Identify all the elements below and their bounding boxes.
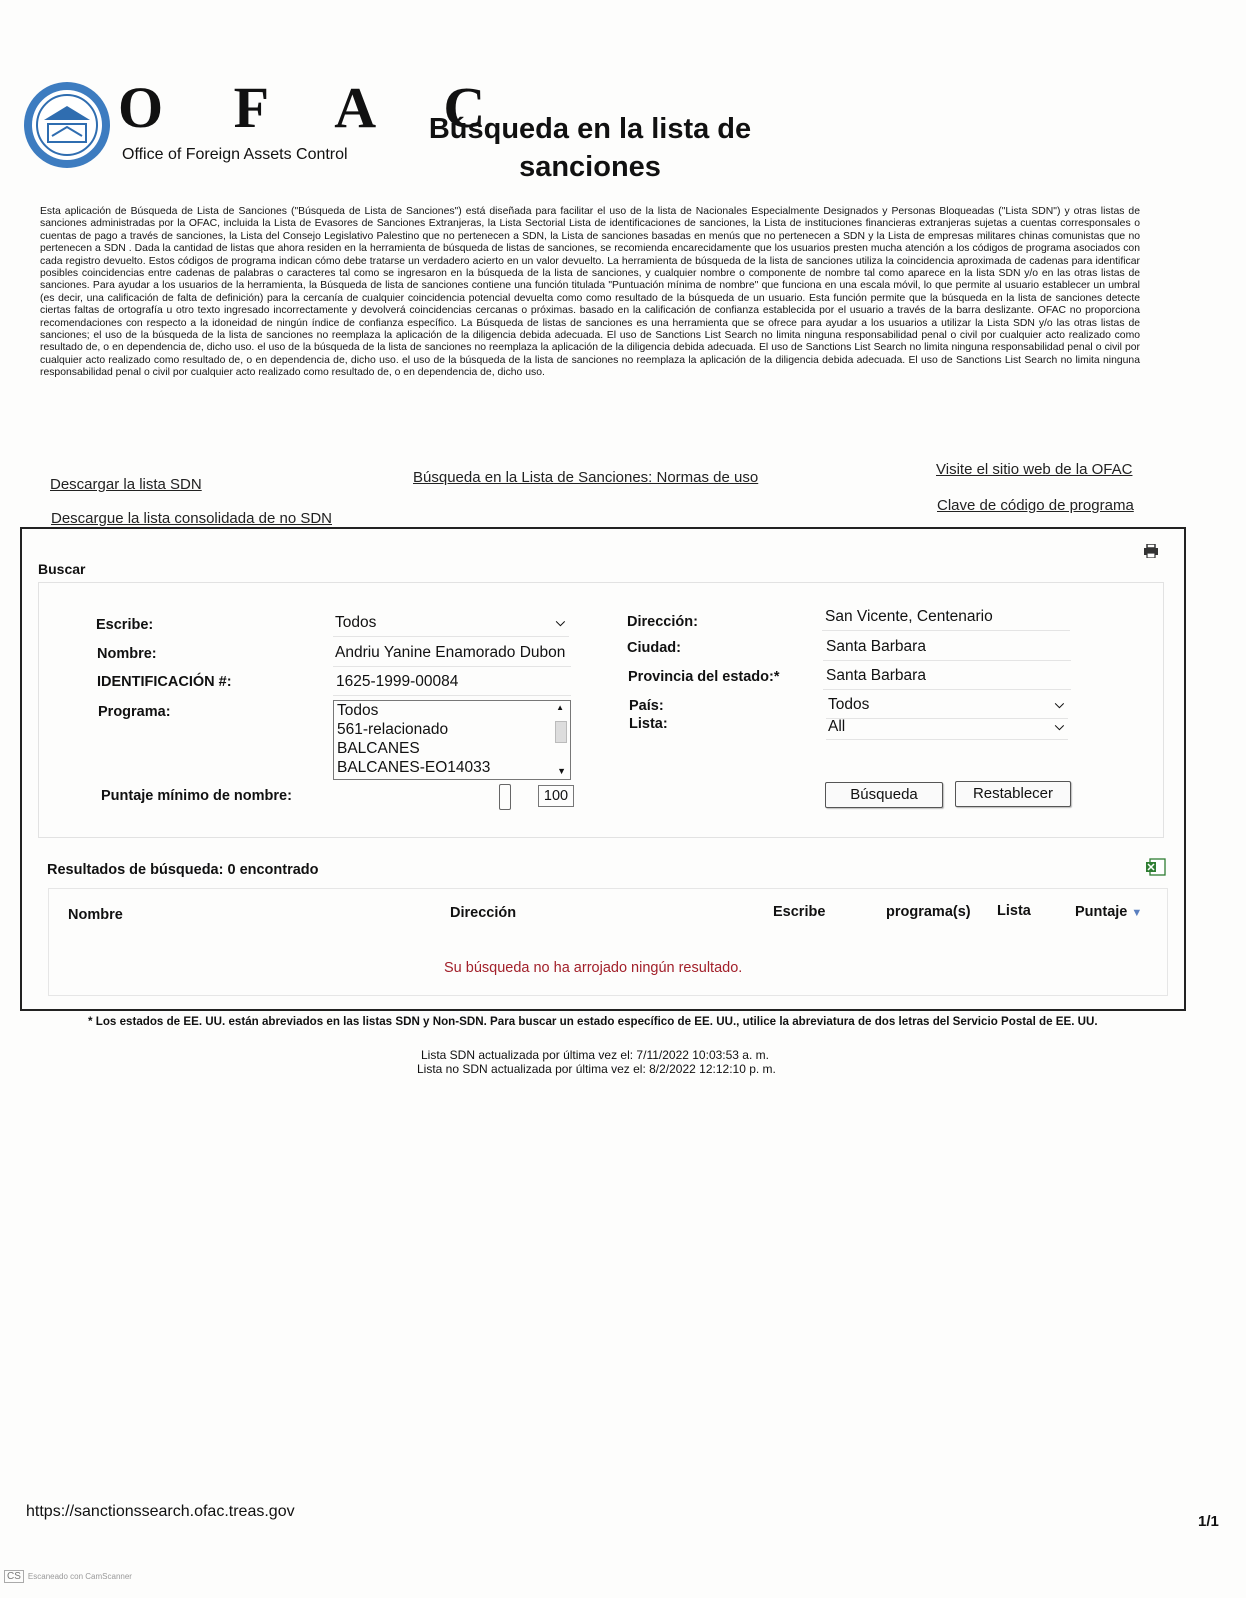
chevron-down-icon: ⌵: [1054, 719, 1064, 733]
terms-of-use-link[interactable]: Búsqueda en la Lista de Sanciones: Normas de uso: [413, 469, 759, 486]
column-header-programs[interactable]: programa(s): [886, 904, 971, 920]
page-number: 1/1: [1198, 1513, 1219, 1530]
excel-export-icon[interactable]: [1146, 858, 1166, 876]
visit-ofac-site-link[interactable]: Visite el sitio web de la OFAC: [936, 461, 1133, 478]
column-header-name[interactable]: Nombre: [68, 907, 123, 923]
page-url: https://sanctionssearch.ofac.treas.gov: [26, 1503, 295, 1520]
column-header-address[interactable]: Dirección: [450, 905, 517, 921]
footnote: * Los estados de EE. UU. están abreviados en las listas SDN y Non-SDN. Para buscar un estado específico de EE. UU., utilice la abreviatura de dos letras del Servicio Postal de EE. UU.: [88, 1015, 1098, 1028]
program-option[interactable]: BALCANES: [337, 740, 420, 757]
state-input[interactable]: [823, 665, 1071, 690]
ofac-logo-subtitle: Office of Foreign Assets Control: [122, 146, 348, 163]
name-input[interactable]: [333, 642, 571, 667]
country-label: País:: [629, 698, 664, 714]
column-header-type[interactable]: Escribe: [773, 904, 826, 920]
type-select-value: Todos: [335, 614, 377, 631]
reset-button[interactable]: Restablecer: [955, 781, 1071, 807]
state-label: Provincia del estado:*: [628, 669, 780, 685]
intro-paragraph: Esta aplicación de Búsqueda de Lista de Sanciones ("Búsqueda de Lista de Sanciones") está diseñada para facilitar el uso de la lista de Nacionales Especialmente Designados y Personas Bloqueadas ("Lista SDN") y otras listas de sanciones administradas por la OFAC, incluida la Lista de Evasores de Sanciones Extranjeras, la Lista Sectorial Lista de identificaciones de sanciones, la Lista de instituciones financieras extranjeras sujetas a cuentas corresponsales o cuentas de pago a través de sanciones, la Lista del Consejo Legislativo Palestino que no pertenecen a SDN, la Lista de sanciones basadas en menús que no pertenecen a SDN y la Lista de empresas militares chinas comunistas que no pertenecen a SDN . Dada la cantidad de listas que ahora residen en la herramienta de búsqueda de listas de sanciones, se recomienda encarecidamente que los usuarios presten mucha atención a los códigos de programa asociados con cada registro devuelto. Estos códigos de programa indican cómo debe tratarse un verdadero acierto en un valor devuelto. La herramienta de búsqueda de la lista de sanciones utiliza la coincidencia aproximada de cadenas para identificar posibles coincidencias entre cadenas de palabras o caracteres tal como se ingresaron en la búsqueda de la lista de sanciones, y cualquier nombre o componente de nombre tal como aparece en la lista SDN y/o en las otras listas de sanciones. Para ayudar a los usuarios de la herramienta, la Búsqueda de lista de sanciones contiene una función titulada "Puntuación mínima de nombre" que funciona en una escala móvil, lo que permite al usuario establecer un umbral (es decir, una calificación de falta de definición) para la cercanía de cualquier coincidencia potencial devuelta como como resultado de la búsqueda de un usuario. Esta función permite que la búsqueda en la lista de sanciones detecte ciertas faltas de ortografía u otro texto ingresado incorrectamente y devolverá coincidencias cercanas o próximas. basado en la calificación de confianza establecida por el usuario a través de la barra deslizante. OFAC no proporciona recomendaciones con respecto a la idoneidad de ningún índice de confianza específico. La Búsqueda de listas de sanciones es una herramienta que se ofrece para ayudar a los usuarios a utilizar la Lista SDN y/o las otras listas de sanciones; el uso de la búsqueda de la lista de sanciones no reemplaza la aplicación de la diligencia debida adecuada. El uso de Sanctions List Search no limita ninguna responsabilidad penal o civil por cualquier acto realizado como resultado de, o en dependencia de, dicho uso. el uso de la búsqueda de la lista de sanciones no reemplaza la aplicación de la diligencia debida adecuada. El uso de Sanctions List Search no limita ninguna responsabilidad penal o civil por cualquier acto realizado como resultado de, o en dependencia de, dicho uso. el uso de la búsqueda de la lista de sanciones no reemplaza la aplicación de la diligencia debida adecuada. El uso de Sanctions List Search no limita ninguna responsabilidad penal o civil por cualquier acto realizado como resultado de, o en dependencia de, dicho uso.: [40, 206, 1140, 379]
type-select[interactable]: [333, 612, 569, 637]
chevron-down-icon: ⌵: [1054, 697, 1064, 711]
page-title-line2: sanciones: [519, 151, 661, 183]
list-label: Lista:: [629, 716, 668, 732]
sort-down-icon: ▼: [1131, 907, 1143, 919]
city-input[interactable]: [823, 636, 1071, 661]
city-label: Ciudad:: [627, 640, 681, 656]
program-codes-link[interactable]: Clave de código de programa: [937, 497, 1134, 514]
sdn-updated-text: Lista SDN actualizada por última vez el: 7/11/2022 10:03:53 a. m.: [421, 1048, 769, 1062]
scroll-down-icon[interactable]: ▼: [557, 766, 566, 776]
listbox-scrollbar[interactable]: [555, 721, 567, 743]
city-input-value: Santa Barbara: [826, 638, 926, 655]
print-icon[interactable]: [1143, 544, 1159, 558]
download-nonsdn-link[interactable]: Descargue la lista consolidada de no SDN: [51, 510, 332, 527]
search-section-label: Buscar: [38, 561, 86, 577]
program-listbox[interactable]: [333, 700, 571, 780]
scroll-up-icon[interactable]: ▲: [556, 703, 564, 712]
type-label: Escribe:: [96, 617, 154, 633]
list-select-value: All: [828, 718, 846, 735]
list-select[interactable]: [826, 717, 1068, 740]
id-label: IDENTIFICACIÓN #:: [97, 674, 232, 690]
results-title: Resultados de búsqueda: 0 encontrado: [47, 862, 319, 878]
address-label: Dirección:: [627, 614, 698, 630]
scanner-badge: CS: [4, 1570, 24, 1583]
page-title-line1: Búsqueda en la lista de: [428, 113, 752, 145]
search-button[interactable]: Búsqueda: [825, 782, 943, 808]
name-input-value: Andriu Yanine Enamorado Dubon: [335, 644, 566, 661]
no-results-message: Su búsqueda no ha arrojado ningún resultado.: [444, 960, 743, 976]
nonsdn-updated-text: Lista no SDN actualizada por última vez el: 8/2/2022 12:12:10 p. m.: [417, 1062, 776, 1076]
column-header-list[interactable]: Lista: [997, 903, 1031, 919]
address-input-value: San Vicente, Centenario: [825, 608, 993, 625]
country-select-value: Todos: [828, 696, 870, 713]
column-header-score[interactable]: [1075, 904, 1142, 920]
program-option[interactable]: Todos: [337, 702, 379, 719]
id-input-value: 1625-1999-00084: [336, 673, 459, 690]
scanner-watermark: [4, 1570, 132, 1583]
min-score-input[interactable]: 100: [538, 785, 574, 807]
program-option[interactable]: BALCANES-EO14033: [337, 759, 491, 776]
scanner-text: Escaneado con CamScanner: [27, 1572, 132, 1581]
download-sdn-link[interactable]: Descargar la lista SDN: [50, 476, 202, 493]
score-slider-handle[interactable]: [499, 784, 511, 810]
page-title: [410, 110, 770, 186]
address-input[interactable]: [822, 606, 1070, 631]
program-label: Programa:: [98, 704, 171, 720]
program-option[interactable]: 561-relacionado: [337, 721, 449, 738]
chevron-down-icon: ⌵: [555, 615, 565, 629]
country-select[interactable]: [826, 694, 1068, 719]
name-label: Nombre:: [97, 646, 157, 662]
id-input[interactable]: [333, 671, 571, 696]
treasury-seal-icon: [22, 80, 112, 170]
ofac-logo-letters: O F A C: [118, 75, 514, 140]
state-input-value: Santa Barbara: [826, 667, 926, 684]
min-score-label: Puntaje mínimo de nombre:: [101, 788, 292, 804]
column-header-score-label: Puntaje: [1075, 904, 1128, 920]
